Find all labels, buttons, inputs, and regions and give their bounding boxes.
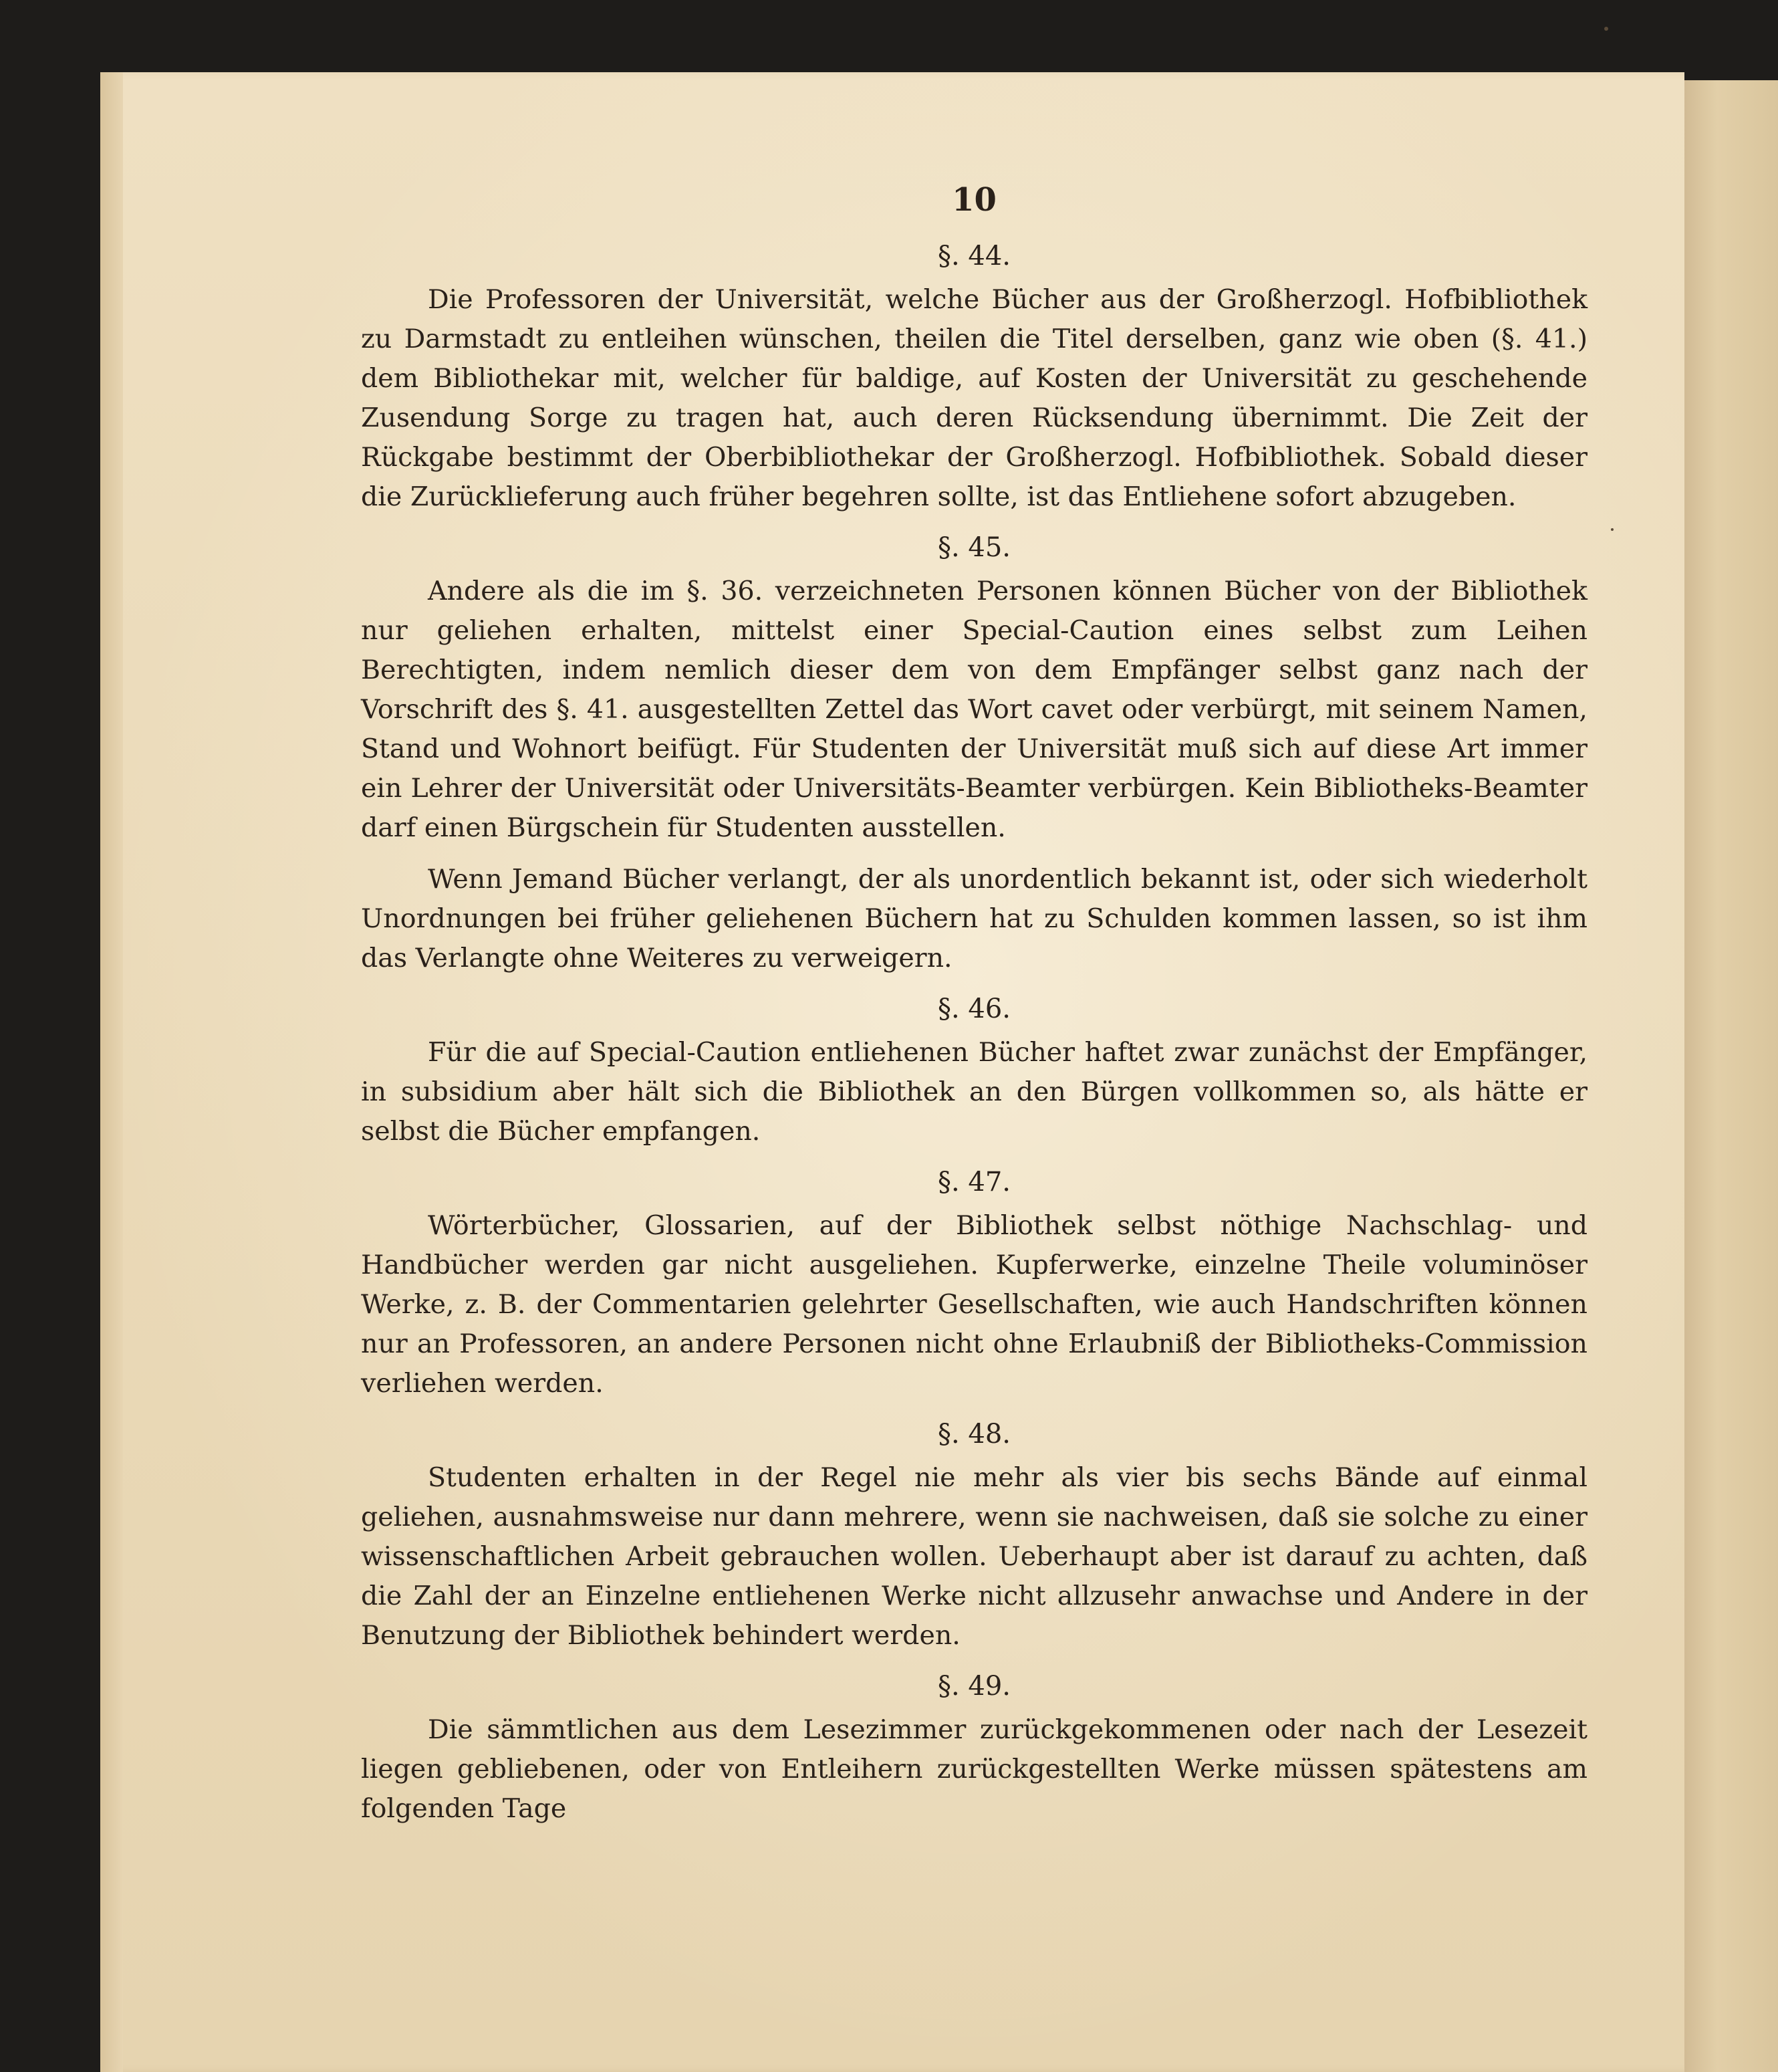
next-page-edge bbox=[1676, 80, 1778, 2072]
page-number: 10 bbox=[952, 181, 997, 219]
section-heading: §. 44. bbox=[937, 241, 1011, 271]
section-heading: §. 46. bbox=[937, 994, 1011, 1024]
ink-speck bbox=[1604, 27, 1608, 31]
section-heading: §. 45. bbox=[937, 532, 1011, 563]
section-45 bbox=[361, 534, 1588, 978]
page-text-block bbox=[361, 181, 1588, 1846]
section-paragraph: Die sämmtlichen aus dem Lesezimmer zurückgekommenen oder nach der Lesezeit liegen gebliebenen, oder von Entleihern zurückgestellten Werke müssen spätestens am folgenden Tage bbox=[361, 1714, 1588, 1824]
section-heading: §. 47. bbox=[937, 1167, 1011, 1197]
section-47 bbox=[361, 1169, 1588, 1403]
section-paragraph: Die Professoren der Universität, welche Bücher aus der Großherzogl. Hofbibliothek zu Darmstadt zu entleihen wünschen, theilen die Titel derselben, ganz wie oben (§. 41.) dem Bibliothekar mit, welcher für baldige, auf Kosten der Universität zu geschehende Zusendung Sorge zu tragen hat, auch deren Rücksendung übernimmt. Die Zeit der Rückgabe bestimmt der Oberbibliothekar der Großherzogl. Hofbibliothek. Sobald dieser die Zurücklieferung auch früher begehren sollte, ist das Entliehene sofort abzugeben. bbox=[361, 284, 1588, 512]
section-48 bbox=[361, 1421, 1588, 1655]
section-paragraph: Wörterbücher, Glossarien, auf der Bibliothek selbst nöthige Nachschlag- und Handbücher werden gar nicht ausgeliehen. Kupferwerke, einzelne Theile voluminöser Werke, z. B. der Commentarien gelehrter Gesellschaften, wie auch Handschriften können nur an Professoren, an andere Personen nicht ohne Erlaubniß der Bibliotheks-Commission verliehen werden. bbox=[361, 1210, 1588, 1399]
section-49 bbox=[361, 1673, 1588, 1829]
section-46 bbox=[361, 996, 1588, 1151]
section-paragraph: Für die auf Special-Caution entliehenen Bücher haftet zwar zunächst der Empfänger, in subsidium aber hält sich die Bibliothek an den Bürgen vollkommen so, als hätte er selbst die Bücher empfangen. bbox=[361, 1037, 1588, 1147]
ink-speck bbox=[1611, 528, 1614, 531]
section-paragraph: Studenten erhalten in der Regel nie mehr als vier bis sechs Bände auf einmal geliehen, ausnahmsweise nur dann mehrere, wenn sie nachweisen, daß sie solche zu einer wissenschaftlichen Arbeit gebrauchen wollen. Ueberhaupt aber ist darauf zu achten, daß die Zahl der an Einzelne entliehenen Werke nicht allzusehr anwachse und Andere in der Benutzung der Bibliothek behindert werden. bbox=[361, 1462, 1588, 1651]
section-paragraph: Andere als die im §. 36. verzeichneten Personen können Bücher von der Bibliothek nur geliehen erhalten, mittelst einer Special-Caution eines selbst zum Leihen Berechtigten, indem nemlich dieser dem von dem Empfänger selbst ganz nach der Vorschrift des §. 41. ausgestellten Zettel das Wort cavet oder verbürgt, mit seinem Namen, Stand und Wohnort beifügt. Für Studenten der Universität muß sich auf diese Art immer ein Lehrer der Universität oder Universitäts-Beamter verbürgen. Kein Bibliotheks-Beamter darf einen Bürgschein für Studenten ausstellen. bbox=[361, 576, 1588, 843]
section-heading: §. 49. bbox=[937, 1671, 1011, 1702]
section-44 bbox=[361, 243, 1588, 517]
section-heading: §. 48. bbox=[937, 1419, 1011, 1450]
section-paragraph: Wenn Jemand Bücher verlangt, der als unordentlich bekannt ist, oder sich wiederholt Unordnungen bei früher geliehenen Büchern hat zu Schulden kommen lassen, so ist ihm das Verlangte ohne Weiteres zu verweigern. bbox=[361, 864, 1588, 973]
page-gutter bbox=[100, 72, 123, 2072]
